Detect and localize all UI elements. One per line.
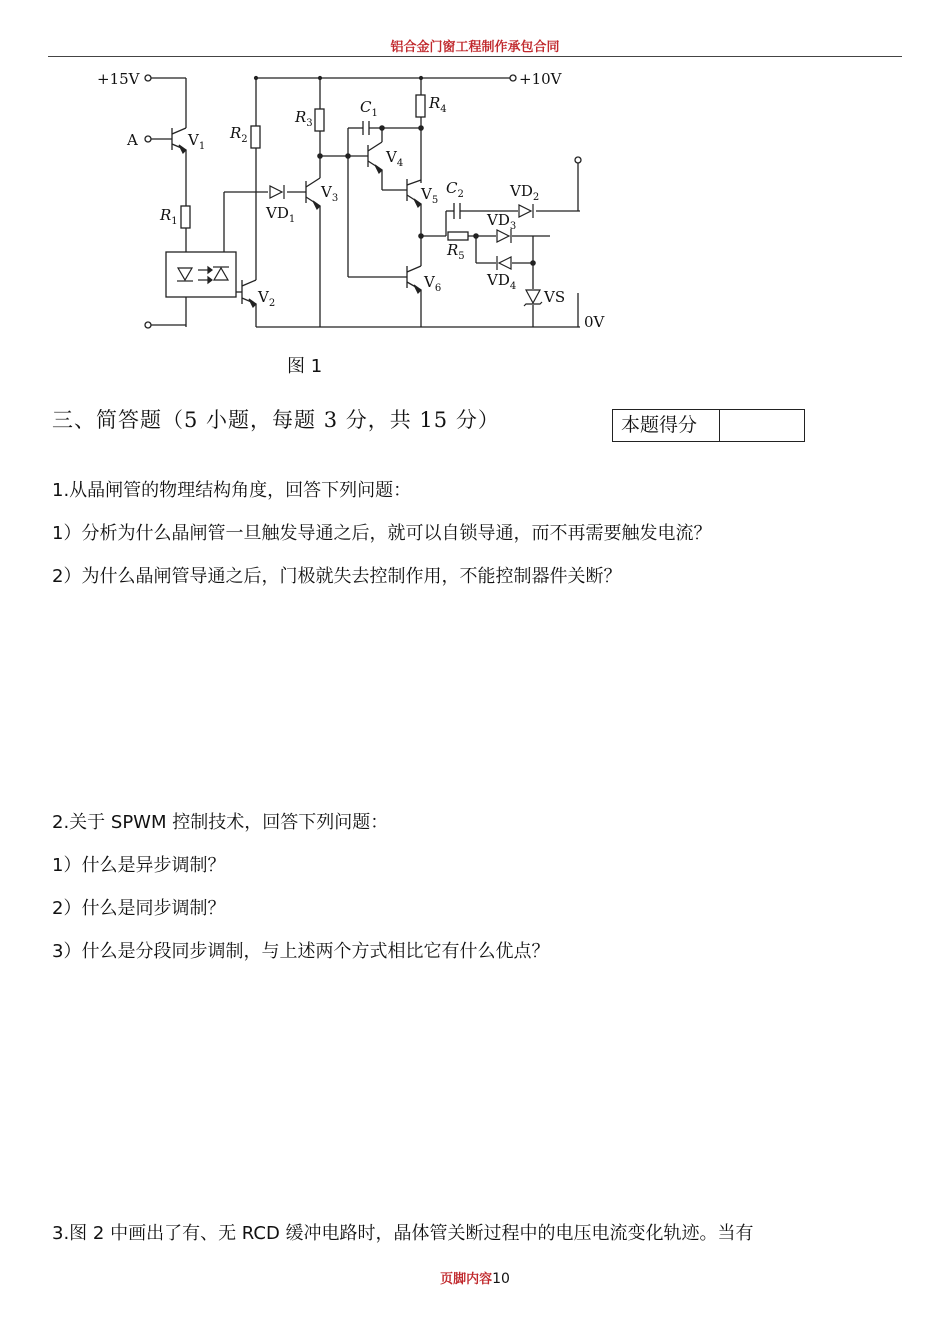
v6-emitter-arrow bbox=[414, 285, 421, 293]
page-number: 10 bbox=[492, 1271, 510, 1287]
vs-zener bbox=[526, 290, 540, 303]
document-header-title: 铝合金门窗工程制作承包合同 bbox=[390, 40, 560, 55]
question-2-title: 2.关于 SPWM 控制技术，回答下列问题： bbox=[52, 812, 389, 833]
score-field[interactable] bbox=[720, 410, 804, 441]
footer-label: 页脚内容 bbox=[440, 1272, 493, 1287]
label-input-a: A bbox=[127, 131, 138, 149]
opto-photodiode bbox=[214, 268, 228, 280]
page-footer bbox=[0, 1268, 950, 1287]
score-table bbox=[612, 409, 805, 442]
label-r5: $R_5$ bbox=[447, 241, 465, 262]
label-v1: $V_1$ bbox=[188, 131, 206, 152]
question-1-part-1: 1）分析为什么晶闸管一旦触发导通之后，就可以自锁导通，而不再需要触发电流？ bbox=[52, 523, 712, 544]
label-vd3: $VD_3$ bbox=[487, 211, 517, 232]
v5-emitter-arrow bbox=[414, 199, 421, 207]
v4-emitter-arrow bbox=[375, 165, 382, 173]
label-r2: $R_2$ bbox=[230, 124, 248, 145]
label-v3: $V_3$ bbox=[321, 183, 339, 204]
label-vs: VS bbox=[544, 288, 566, 306]
opto-led bbox=[178, 268, 192, 280]
label-v5: $V_5$ bbox=[421, 185, 439, 206]
question-1-title: 1.从晶闸管的物理结构角度，回答下列问题： bbox=[52, 480, 412, 501]
label-c2: $C_2$ bbox=[446, 179, 464, 200]
figure-caption: 图 1 bbox=[287, 356, 323, 377]
label-r4: $R_4$ bbox=[429, 94, 447, 115]
question-2-part-2: 2）什么是同步调制？ bbox=[52, 898, 226, 919]
score-label: 本题得分 bbox=[613, 410, 720, 441]
label-vd2: $VD_2$ bbox=[510, 182, 540, 203]
question-2-part-1: 1）什么是异步调制？ bbox=[52, 855, 226, 876]
label-v4: $V_4$ bbox=[386, 148, 404, 169]
circuit-labels bbox=[97, 70, 606, 331]
v1-emitter-arrow bbox=[179, 145, 186, 153]
label-r3: $R_3$ bbox=[295, 108, 313, 129]
vd1-diode bbox=[270, 186, 282, 198]
vd3-diode bbox=[497, 230, 509, 242]
label-15v: +15V bbox=[97, 70, 140, 88]
label-10v: +10V bbox=[519, 70, 562, 88]
label-vd4: $VD_4$ bbox=[487, 271, 517, 292]
v2-emitter-arrow bbox=[249, 299, 256, 307]
question-1-part-2: 2）为什么晶闸管导通之后，门极就失去控制作用，不能控制器件关断？ bbox=[52, 566, 622, 587]
label-r1: $R_1$ bbox=[160, 206, 178, 227]
vd4-diode bbox=[499, 257, 511, 269]
circuit-diagram bbox=[0, 0, 950, 345]
label-v2: $V_2$ bbox=[258, 288, 276, 309]
vd2-diode bbox=[519, 205, 531, 217]
question-3-title: 3.图 2 中画出了有、无 RCD 缓冲电路时，晶体管关断过程中的电压电流变化轨迹。当有 bbox=[52, 1223, 754, 1244]
v3-emitter-arrow bbox=[313, 201, 320, 209]
label-c1: $C_1$ bbox=[360, 98, 378, 119]
label-v6: $V_6$ bbox=[424, 273, 442, 294]
label-0v: 0V bbox=[584, 313, 605, 331]
section-heading: 三、简答题（5 小题，每题 3 分，共 15 分） bbox=[52, 408, 500, 432]
question-2-part-3: 3）什么是分段同步调制，与上述两个方式相比它有什么优点？ bbox=[52, 941, 550, 962]
label-vd1: $VD_1$ bbox=[266, 204, 296, 225]
